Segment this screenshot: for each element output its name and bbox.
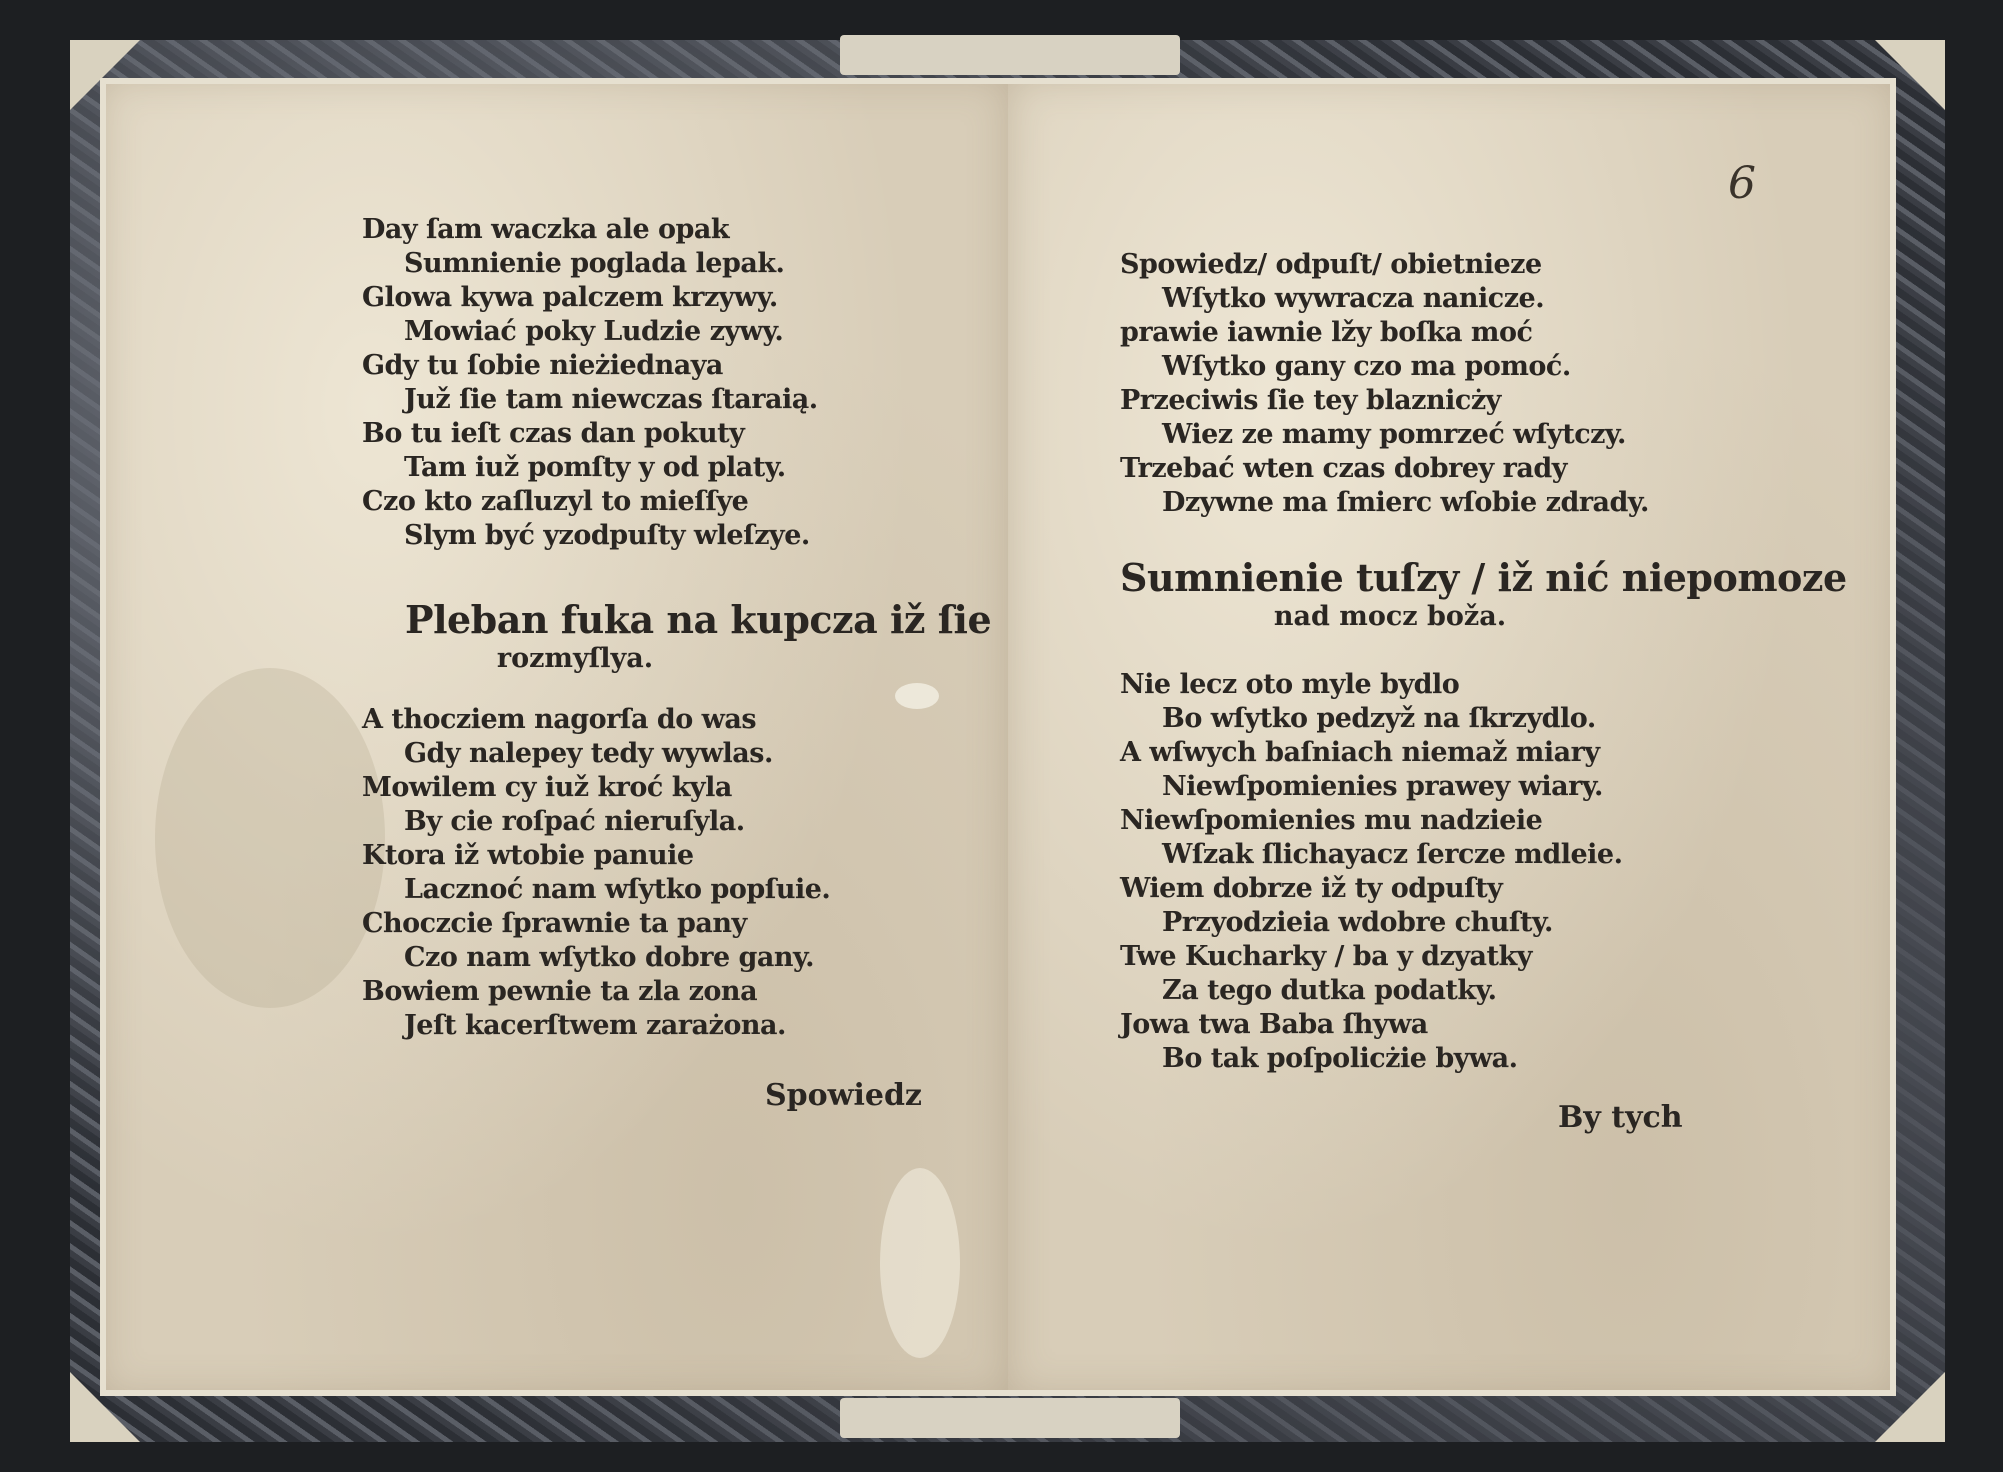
verse-line: Czo nam wſytko dobre gany. (404, 942, 815, 973)
verse-line: A wſwych baſniach niemaž miary (1120, 737, 1600, 768)
verse-line: Mowiać poky Ludzie zywy. (404, 316, 784, 347)
verse-line: Jowa twa Baba ſhywa (1120, 1009, 1428, 1040)
verse-line: By cie roſpać nieruſyla. (404, 806, 745, 837)
verse-line: Slym być yzodpuſty wleſzye. (404, 520, 810, 551)
verse-line: Wſzak ſlichayacz ſercze mdleie. (1162, 839, 1623, 870)
left-verses-bottom (362, 703, 830, 1043)
verse-line: Twe Kucharky / ba y dzyatky (1120, 941, 1532, 972)
verse-line: Tam iuž pomſty y od platy. (404, 452, 786, 483)
verse-line: Choczcie ſprawnie ta pany (362, 908, 747, 939)
verse-line: Dzywne ma ſmierc wſobie zdrady. (1162, 487, 1649, 518)
verse-line: Gdy nalepey tedy wywlas. (404, 738, 773, 769)
verse-line: Za tego dutka podatky. (1162, 975, 1497, 1006)
left-page (100, 78, 1010, 1396)
verse-line: Przeciwis ſie tey blaznicży (1120, 385, 1501, 416)
verse-line: Wiem dobrze iž ty odpuſty (1120, 873, 1503, 904)
section-subheading: nad mocz boža. (1273, 601, 1507, 632)
verse-line: Nie lecz oto myle bydlo (1120, 669, 1460, 700)
left-verses-top (362, 213, 818, 553)
right-verses-bottom (1120, 668, 1623, 1076)
verse-line: prawie iawnie lžy boſka moć (1120, 317, 1533, 348)
paper-stain (155, 668, 385, 1008)
verse-line: Niewſpomienies mu nadzieie (1120, 805, 1543, 836)
right-verses-top (1120, 248, 1649, 520)
paper-stain (880, 1168, 960, 1358)
verse-line: Ktora iž wtobie panuie (362, 840, 694, 871)
catchword: By tych (1558, 1100, 1683, 1135)
verse-line: Day ſam waczka ale opak (362, 214, 730, 245)
left-heading (405, 597, 992, 676)
section-heading: Sumnienie tuſzy / iž nić niepomoze (1120, 555, 1847, 600)
verse-line: Wiez ze mamy pomrzeć wſytczy. (1162, 419, 1626, 450)
spine-top (840, 35, 1180, 75)
verse-line: Mowilem cy iuž kroć kyla (362, 772, 732, 803)
verse-line: Jeſt kacerſtwem zarażona. (404, 1010, 786, 1041)
verse-line: A thocziem nagorſa do was (362, 704, 757, 735)
verse-line: Glowa kywa palczem krzywy. (362, 282, 778, 313)
verse-line: Lacznoć nam wſytko popſuie. (404, 874, 831, 905)
verse-line: Bo tak poſpolicżie bywa. (1162, 1043, 1518, 1074)
right-page (1008, 78, 1896, 1396)
verse-line: Czo kto zaſluzyl to mieſſye (362, 486, 749, 517)
verse-line: Przyodzieia wdobre chuſty. (1162, 907, 1553, 938)
verse-line: Niewſpomienies prawey wiary. (1162, 771, 1603, 802)
spine-bottom (840, 1398, 1180, 1438)
verse-line: Bo wſytko pedzyž na ſkrzydlo. (1162, 703, 1596, 734)
folio-number: 6 (1728, 158, 1756, 209)
verse-line: Juž ſie tam niewczas ſtaraią. (404, 384, 818, 415)
verse-line: Gdy tu ſobie nieżiednaya (362, 350, 723, 381)
catchword: Spowiedz (765, 1078, 922, 1113)
verse-line: Trzebać wten czas dobrey rady (1120, 453, 1567, 484)
verse-line: Bo tu ieſt czas dan pokuty (362, 418, 745, 449)
verse-line: Wſytko wywracza nanicze. (1162, 283, 1545, 314)
verse-line: Bowiem pewnie ta zla zona (362, 976, 758, 1007)
verse-line: Sumnienie poglada lepak. (404, 248, 785, 279)
section-subheading: rozmyſlya. (496, 643, 654, 674)
verse-line: Wſytko gany czo ma pomoć. (1162, 351, 1571, 382)
paper-hole (895, 683, 939, 709)
section-heading: Pleban fuka na kupcza iž ſie (405, 597, 992, 642)
right-heading (1120, 555, 1847, 634)
verse-line: Spowiedz/ odpuſt/ obietnieze (1120, 249, 1542, 280)
